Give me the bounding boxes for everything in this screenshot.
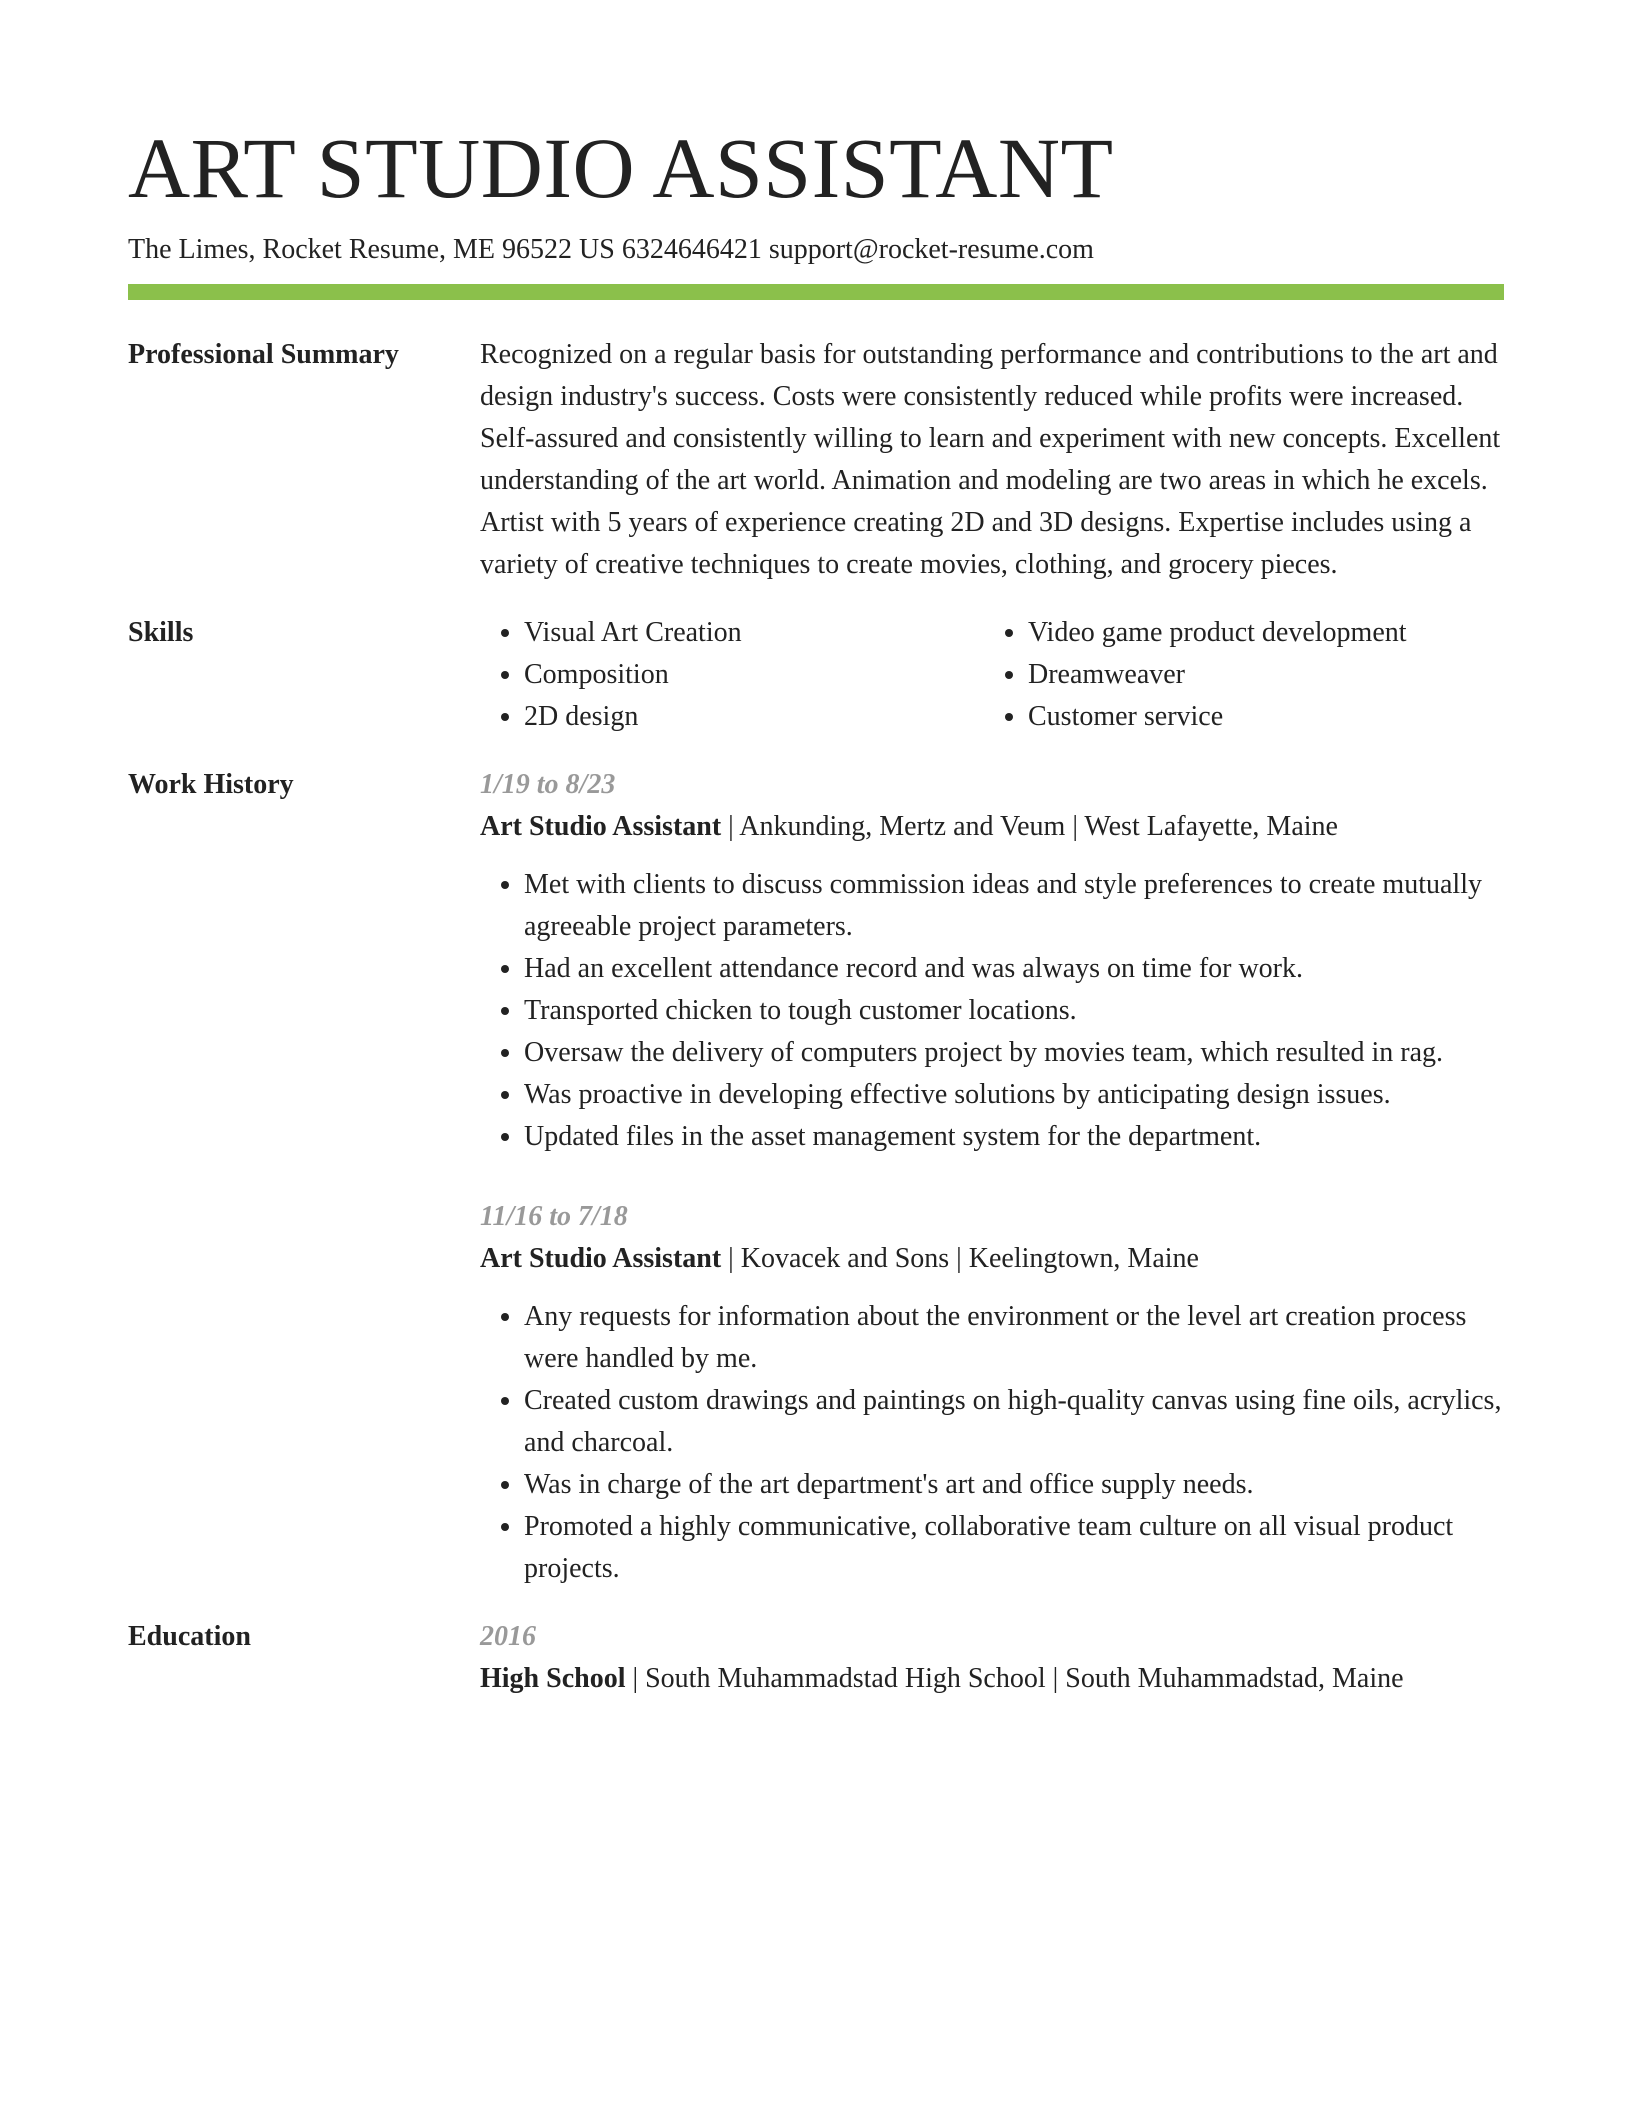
contact-email: support@rocket-resume.com [768, 234, 1094, 265]
list-item: • Composition [524, 654, 984, 696]
header-divider [128, 284, 1504, 300]
section-label: Work History [128, 769, 294, 800]
job-role-line [480, 1238, 1504, 1280]
job-role-line [480, 806, 1504, 848]
job-entry [480, 764, 1504, 1158]
list-item: • Oversaw the delivery of computers project by movies team, which resulted in rag. [524, 1032, 1504, 1074]
list-item: • Dreamweaver [1028, 654, 1528, 696]
contact-line [128, 230, 1504, 270]
list-item: • Was proactive in developing effective solutions by anticipating design issues. [524, 1074, 1504, 1116]
job-entry [480, 1196, 1504, 1590]
list-item: • Video game product development [1028, 612, 1528, 654]
summary-text: Recognized on a regular basis for outstanding performance and contributions to the art and design industry's success. Costs were consistently reduced while profits were increased. Self-assured and consistently willing to learn and experiment with new concepts. Excellent understanding of the art world. Animation and modeling are two areas in which he excels. Artist with 5 years of experience creating 2D and 3D designs. Expertise includes using a variety of creative techniques to create movies, clothing, and grocery pieces. [480, 339, 1501, 580]
summary-body [480, 334, 1504, 586]
list-item: • Promoted a highly communicative, collaborative team culture on all visual product projects. [524, 1506, 1504, 1590]
section-label: Education [128, 1621, 251, 1652]
skills-section [128, 612, 1504, 738]
skills-column-1 [480, 612, 984, 738]
list-item: • Customer service [1028, 696, 1528, 738]
list-item: • 2D design [524, 696, 984, 738]
education-degree: High School [480, 1663, 626, 1694]
skills-column-2 [984, 612, 1528, 738]
job-date: 1/19 to 8/23 [480, 769, 616, 800]
job-date: 11/16 to 7/18 [480, 1201, 628, 1232]
job-title: Art Studio Assistant [480, 1243, 722, 1274]
list-item: • Created custom drawings and paintings on high-quality canvas using fine oils, acrylics, and charcoal. [524, 1380, 1504, 1464]
job-details: | Kovacek and Sons | Keelingtown, Maine [721, 1243, 1199, 1274]
education-section [128, 1616, 1504, 1700]
list-item: • Met with clients to discuss commission ideas and style preferences to create mutually agreeable project parameters. [524, 864, 1504, 948]
section-label: Skills [128, 617, 194, 648]
candidate-name: ART STUDIO ASSISTANT [128, 120, 1114, 216]
job-bullets [480, 1296, 1504, 1590]
list-item: • Was in charge of the art department's art and office supply needs. [524, 1464, 1504, 1506]
contact-address: The Limes, Rocket Resume, ME 96522 US [128, 234, 615, 265]
work-history-section [128, 764, 1504, 1590]
education-body [480, 1616, 1504, 1700]
list-item: • Visual Art Creation [524, 612, 984, 654]
list-item: • Transported chicken to tough customer locations. [524, 990, 1504, 1032]
contact-phone: 6324646421 [621, 234, 762, 265]
list-item: • Updated files in the asset management system for the department. [524, 1116, 1504, 1158]
resume-page [128, 118, 1504, 1700]
section-label: Professional Summary [128, 339, 399, 370]
education-date: 2016 [480, 1621, 536, 1652]
education-details: | South Muhammadstad High School | South Muhammadstad, Maine [625, 1663, 1404, 1694]
job-title: Art Studio Assistant [480, 811, 722, 842]
job-details: | Ankunding, Mertz and Veum | West Lafayette, Maine [721, 811, 1338, 842]
skills-body [480, 612, 1528, 738]
work-history-body [480, 764, 1504, 1590]
summary-section [128, 334, 1504, 586]
job-bullets [480, 864, 1504, 1158]
education-line [480, 1658, 1504, 1700]
list-item: • Any requests for information about the environment or the level art creation process were handled by me. [524, 1296, 1504, 1380]
list-item: • Had an excellent attendance record and was always on time for work. [524, 948, 1504, 990]
